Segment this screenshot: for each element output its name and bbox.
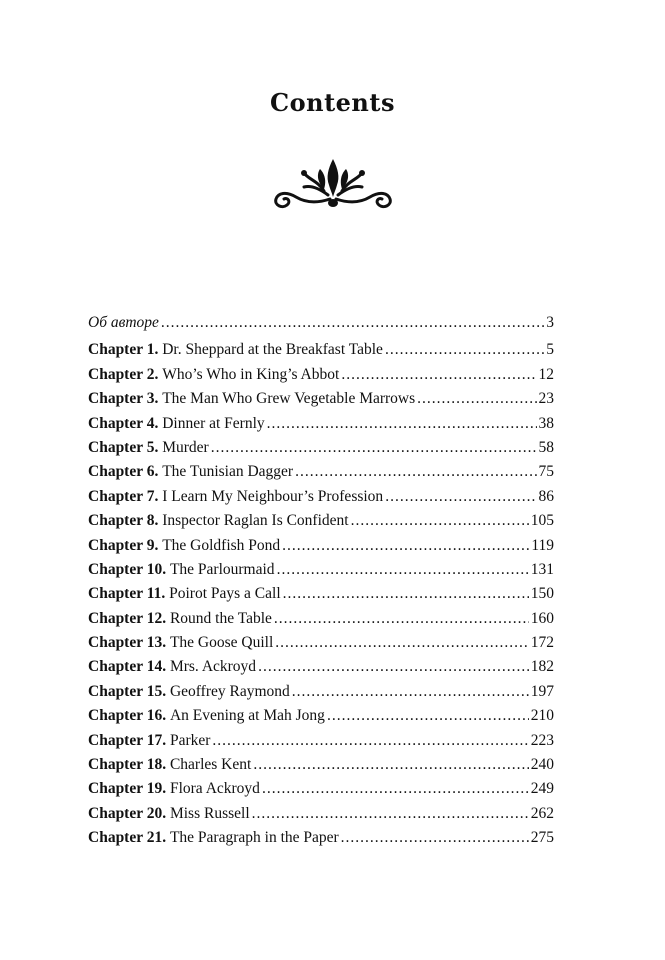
dot-leader	[253, 756, 528, 774]
toc-entry[interactable]	[88, 314, 554, 338]
toc-entry-page: 223	[530, 731, 554, 749]
toc-entry-number: Chapter 2.	[88, 365, 159, 383]
toc-entry[interactable]	[88, 415, 554, 439]
toc-entry-page: 119	[531, 536, 554, 554]
toc-entry-number: Chapter 1.	[88, 341, 159, 359]
dot-leader	[211, 439, 537, 457]
toc-entry-title: Flora Ackroyd	[169, 780, 260, 798]
toc-entry-page: 249	[530, 780, 554, 798]
dot-leader	[258, 658, 529, 676]
toc-entry-title: I Learn My Neighbour’s Profession	[162, 487, 384, 505]
toc-entry-title: The Tunisian Dagger	[162, 463, 294, 481]
toc-entry[interactable]	[88, 829, 554, 853]
toc-entry-title: Dinner at Fernly	[162, 414, 265, 432]
toc-entry-number: Chapter 6.	[88, 463, 159, 481]
toc-entry[interactable]	[88, 610, 554, 634]
toc-entry[interactable]	[88, 634, 554, 658]
toc-entry-number: Chapter 4.	[88, 414, 159, 432]
dot-leader	[327, 707, 529, 725]
toc-entry-page: 172	[530, 634, 554, 652]
toc-entry[interactable]	[88, 561, 554, 585]
toc-entry[interactable]	[88, 512, 554, 536]
toc-entry-title: Round the Table	[169, 609, 272, 627]
toc-entry-title: The Goldfish Pond	[162, 536, 281, 554]
toc-entry-number: Chapter 8.	[88, 512, 159, 530]
dot-leader	[275, 634, 528, 652]
toc-entry-title: Mrs. Ackroyd	[169, 658, 257, 676]
dot-leader	[282, 537, 529, 555]
toc-entry-page: 38	[538, 414, 554, 432]
toc-entry-title: The Parlourmaid	[169, 560, 275, 578]
toc-entry-title: Charles Kent	[169, 756, 252, 774]
dot-leader	[417, 390, 536, 408]
toc-entry[interactable]	[88, 805, 554, 829]
toc-entry-page: 105	[530, 512, 554, 530]
toc-entry-title: Miss Russell	[169, 804, 250, 822]
dot-leader	[295, 463, 536, 481]
toc-entry-page: 210	[530, 707, 554, 725]
toc-entry-title: An Evening at Mah Jong	[169, 707, 325, 725]
toc-entry-page: 240	[530, 756, 554, 774]
toc-entry-number: Chapter 20.	[88, 804, 167, 822]
toc-entry-page: 197	[530, 682, 554, 700]
dot-leader	[212, 732, 528, 750]
toc-entry-number: Chapter 3.	[88, 390, 159, 408]
toc-entry[interactable]	[88, 439, 554, 463]
toc-entry-number: Chapter 21.	[88, 829, 167, 847]
toc-entry[interactable]	[88, 488, 554, 512]
dot-leader	[267, 415, 537, 433]
toc-entry-page: 275	[530, 829, 554, 847]
toc-entry[interactable]	[88, 537, 554, 561]
toc-entry-title: Inspector Raglan Is Confident	[162, 512, 349, 530]
dot-leader	[252, 805, 529, 823]
toc-entry-page: 160	[530, 609, 554, 627]
toc-entry[interactable]	[88, 780, 554, 804]
dot-leader	[292, 683, 529, 701]
toc-entry-title: Murder	[162, 438, 209, 456]
dot-leader	[262, 780, 529, 798]
toc-entry[interactable]	[88, 366, 554, 390]
toc-entry-title: Parker	[169, 731, 211, 749]
dot-leader	[341, 829, 529, 847]
toc-entry-page: 131	[530, 560, 554, 578]
toc-entry-number: Chapter 16.	[88, 707, 167, 725]
toc-entry[interactable]	[88, 658, 554, 682]
toc-entry[interactable]	[88, 341, 554, 365]
toc-entry-page: 182	[530, 658, 554, 676]
table-of-contents	[88, 314, 554, 854]
page-title: Contents	[270, 88, 395, 117]
dot-leader	[351, 512, 529, 530]
toc-entry-number: Chapter 14.	[88, 658, 167, 676]
dot-leader	[385, 488, 536, 506]
toc-entry-title: Об авторе	[88, 314, 159, 331]
toc-entry-title: The Paragraph in the Paper	[169, 829, 339, 847]
dot-leader	[274, 610, 529, 628]
dot-leader	[341, 366, 536, 384]
toc-entry-number: Chapter 5.	[88, 438, 159, 456]
toc-entry-title: The Man Who Grew Vegetable Marrows	[162, 390, 416, 408]
toc-entry[interactable]	[88, 756, 554, 780]
toc-entry-number: Chapter 15.	[88, 682, 167, 700]
toc-entry-page: 75	[538, 463, 554, 481]
toc-entry-page: 262	[530, 804, 554, 822]
toc-entry-number: Chapter 17.	[88, 731, 167, 749]
toc-entry-title: Dr. Sheppard at the Breakfast Table	[162, 341, 383, 359]
toc-entry[interactable]	[88, 732, 554, 756]
toc-entry-page: 58	[538, 438, 554, 456]
toc-entry-number: Chapter 9.	[88, 536, 159, 554]
toc-entry-page: 12	[538, 365, 554, 383]
toc-entry-number: Chapter 10.	[88, 560, 167, 578]
toc-entry-number: Chapter 18.	[88, 756, 167, 774]
toc-entry-title: Who’s Who in King’s Abbot	[162, 365, 340, 383]
dot-leader	[277, 561, 529, 579]
toc-entry-number: Chapter 7.	[88, 487, 159, 505]
toc-entry[interactable]	[88, 707, 554, 731]
toc-entry-page: 86	[538, 487, 554, 505]
toc-entry-title: Poirot Pays a Call	[169, 585, 281, 603]
toc-entry-number: Chapter 13.	[88, 634, 167, 652]
toc-entry-number: Chapter 12.	[88, 609, 167, 627]
toc-entry-title: The Goose Quill	[169, 634, 274, 652]
toc-entry-page: 5	[546, 341, 554, 359]
toc-entry-page: 3	[546, 314, 554, 331]
toc-entry[interactable]	[88, 463, 554, 487]
toc-entry-number: Chapter 11.	[88, 585, 166, 603]
toc-entry[interactable]	[88, 390, 554, 414]
toc-entry[interactable]	[88, 585, 554, 609]
dot-leader	[161, 314, 544, 332]
dot-leader	[283, 585, 529, 603]
dot-leader	[385, 341, 544, 359]
toc-entry-number: Chapter 19.	[88, 780, 167, 798]
toc-entry-title: Geoffrey Raymond	[169, 682, 290, 700]
toc-entry-page: 23	[538, 390, 554, 408]
floral-fleuron-icon	[268, 155, 398, 217]
toc-entry-page: 150	[530, 585, 554, 603]
toc-entry[interactable]	[88, 683, 554, 707]
